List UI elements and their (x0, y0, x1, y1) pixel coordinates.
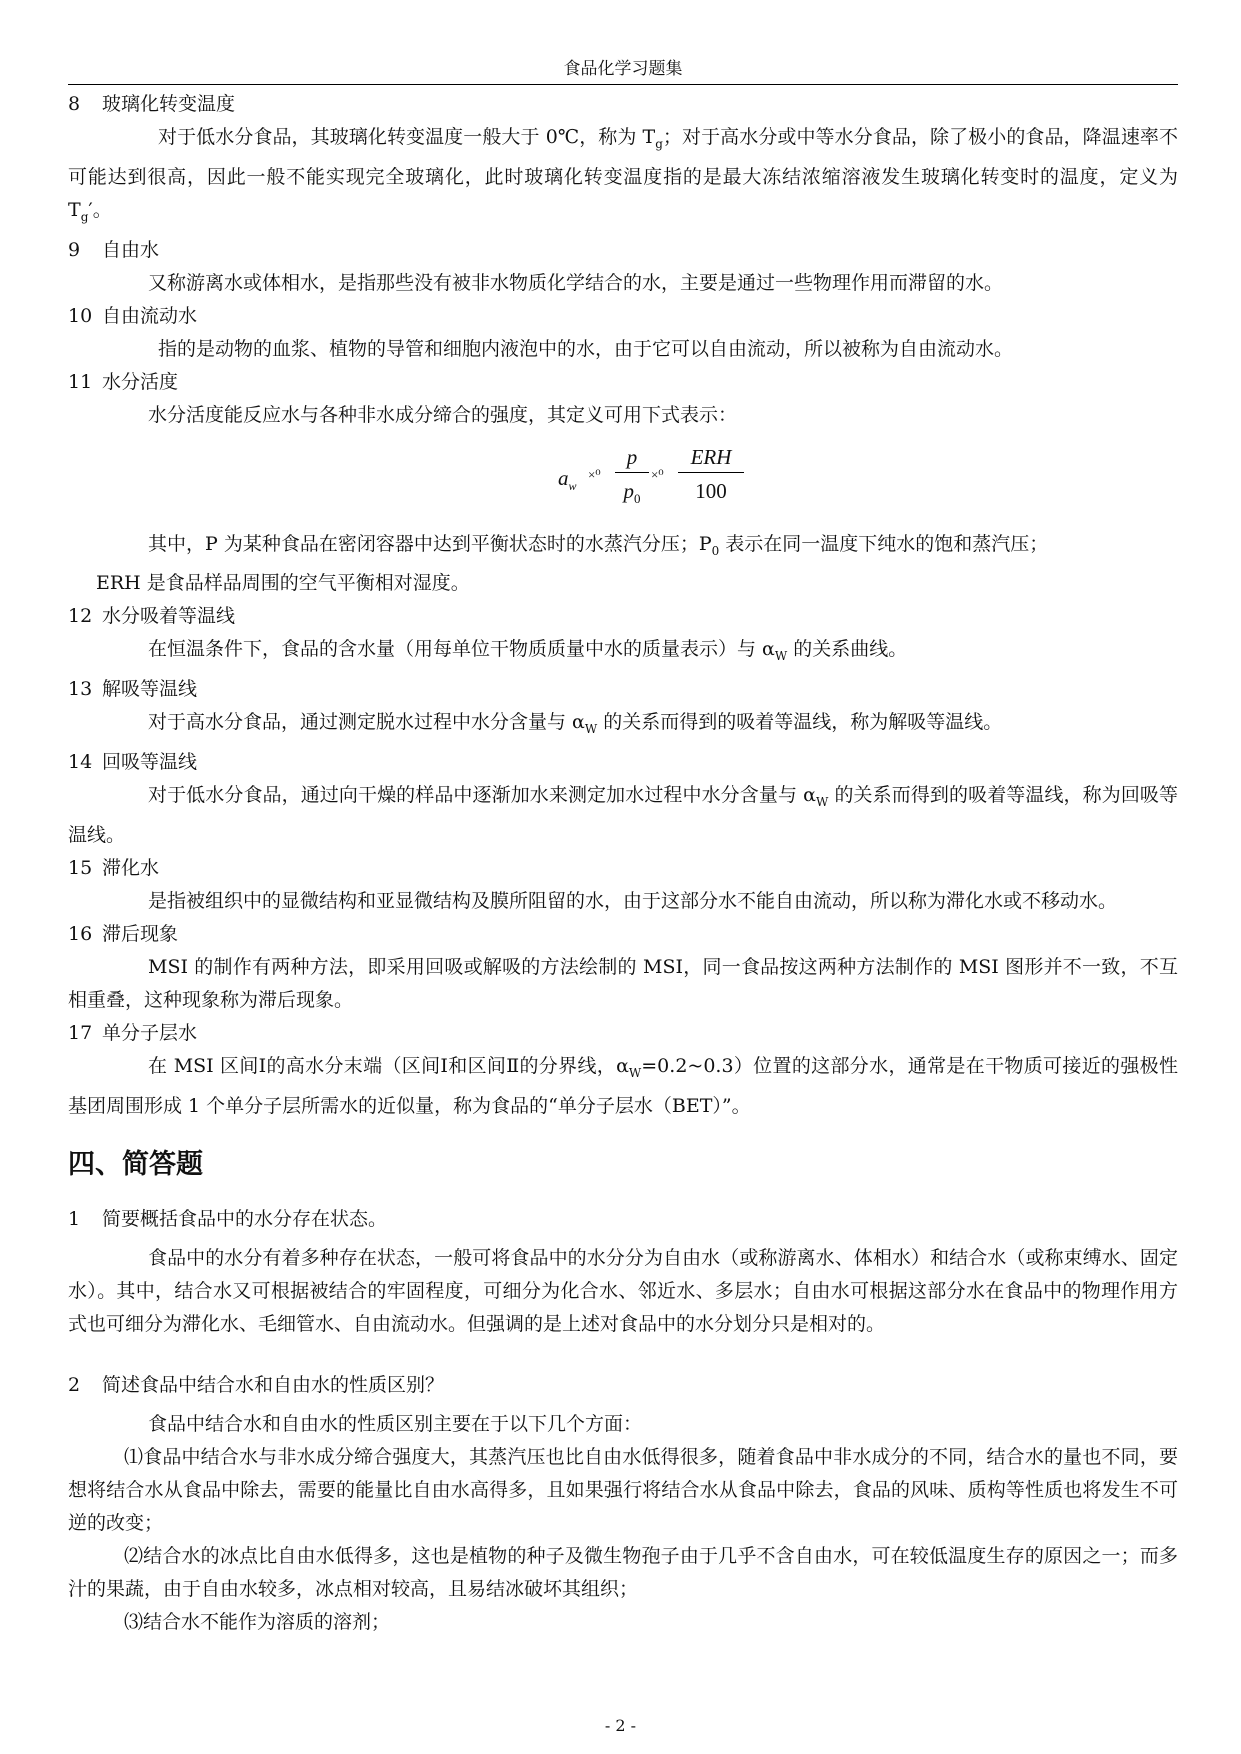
term-title: 解吸等温线 (102, 678, 198, 701)
term-title: 滞化水 (102, 856, 160, 879)
running-header: 食品化学习题集 (563, 59, 683, 79)
formula-fraction-erh (678, 442, 744, 509)
term-title: 水分吸着等温线 (102, 605, 236, 628)
definition-text: 对于低水分食品，其玻璃化转变温度一般大于 0℃，称为 T (158, 126, 656, 148)
formula-aw: $a_w$ (558, 465, 577, 493)
numerator: p (615, 442, 649, 473)
term-definition: 在 MSI 区间Ⅰ的高水分末端（区间Ⅰ和区间Ⅱ的分界线，$\alpha_W=0.2\sim 0.3$）位置的这部分水，通常是在干物质可接近的强极性基团周围形成 1 个单分子层所需水的近似量，称为食品的“单分子层水（BET）”。 (68, 1054, 1178, 1117)
question-number: 2 (68, 1373, 81, 1396)
term-number: 16 (68, 922, 93, 945)
answer-point: ⑴食品中结合水与非水成分缔合强度大，其蒸汽压也比自由水低得很多，随着食品中非水成分的不同，结合水的量也不同，要想将结合水从食品中除去，需要的能量比自由水高得多，且如果强行将结合水从食品中除去，食品的风味、质构等性质也将发生不可逆的改变； (68, 1445, 1178, 1534)
term-definition (68, 121, 1178, 234)
term-definition: 是指被组织中的显微结构和亚显微结构及膜所阻留的水，由于这部分水不能自由流动，所以称为滞化水或不移动水。 (148, 889, 1118, 912)
page-body (68, 88, 1178, 1639)
question-heading (68, 1203, 1178, 1236)
water-activity-formula (68, 432, 1178, 528)
numerator: ERH (678, 442, 744, 473)
term-number: 11 (68, 370, 93, 393)
term-number: 9 (68, 238, 81, 261)
header-rule (68, 84, 1178, 85)
term-definition: 在恒温条件下，食品的含水量（用每单位干物质质量中水的质量表示）与 $\alpha_W$ 的关系曲线。 (148, 638, 908, 664)
term-heading (68, 673, 1178, 706)
term-definition: 水分活度能反应水与各种非水成分缔合的强度，其定义可用下式表示： (148, 403, 738, 426)
answer-point: ⑶结合水不能作为溶质的溶剂； (124, 1610, 391, 1633)
term-heading (68, 366, 1178, 399)
section-title: 四、简答题 (68, 1148, 203, 1180)
term-heading (68, 1017, 1178, 1050)
formula-explanation: 其中，P 为某种食品在密闭容器中达到平衡状态时的水蒸汽分压；$P_0$ 表示在同一温度下纯水的饱和蒸汽压； (148, 532, 1049, 558)
term-heading (68, 746, 1178, 779)
question-answer: 食品中的水分有着多种存在状态，一般可将食品中的水分分为自由水（或称游离水、体相水）和结合水（或称束缚水、固定水）。其中，结合水又可根据被结合的牢固程度，可细分为化合水、邻近水、多层水；自由水可根据这部分水在食品中的物理作用方式也可细分为滞化水、毛细管水、自由流动水。但强调的是上述对食品中的水分划分只是相对的。 (68, 1246, 1178, 1335)
formula-equals-glyph: ×⁰ (651, 466, 664, 482)
term-heading (68, 88, 1178, 121)
term-number: 17 (68, 1021, 93, 1044)
term-number: 13 (68, 678, 93, 701)
subscript: g (655, 136, 663, 151)
term-number: 14 (68, 750, 93, 773)
definition-text: ；对于高水分或中等水分食品，除了极小的食品，降温速率不可能达到很高，因此一般不能实现完全玻璃化，此时玻璃化转变温度指的是最大冻结浓缩溶液发生玻璃化转变时的温度，定义为 T (68, 126, 1178, 221)
formula-explanation-cont: ERH 是食品样品周围的空气平衡相对湿度。 (96, 572, 470, 595)
term-title: 单分子层水 (102, 1021, 198, 1044)
term-definition: 指的是动物的血浆、植物的导管和细胞内液泡中的水，由于它可以自由流动，所以被称为自由流动水。 (158, 337, 1014, 360)
term-title: 玻璃化转变温度 (102, 93, 236, 115)
term-title: 自由水 (102, 238, 160, 261)
term-heading (68, 234, 1178, 267)
term-number: 15 (68, 856, 93, 879)
term-definition: MSI 的制作有两种方法，即采用回吸或解吸的方法绘制的 MSI，同一食品按这两种方法制作的 MSI 图形并不一致，不互相重叠，这种现象称为滞后现象。 (68, 955, 1178, 1011)
formula-equals-glyph: ×⁰ (588, 466, 601, 482)
question-title: 简要概括食品中的水分存在状态。 (102, 1207, 388, 1230)
answer-point: ⑵结合水的冰点比自由水低得多，这也是植物的种子及微生物孢子由于几乎不含自由水，可在较低温度生存的原因之一；而多汁的果蔬，由于自由水较多，冰点相对较高，且易结冰破坏其组织； (68, 1544, 1178, 1600)
question-heading (68, 1369, 1178, 1402)
term-title: 回吸等温线 (102, 750, 198, 773)
term-title: 自由流动水 (102, 304, 198, 327)
denominator: 100 (695, 478, 727, 503)
definition-text: ′。 (88, 198, 112, 221)
term-heading (68, 852, 1178, 885)
term-definition: 又称游离水或体相水，是指那些没有被非水物质化学结合的水，主要是通过一些物理作用而滞留的水。 (148, 271, 1004, 294)
term-definition: 对于低水分食品，通过向干燥的样品中逐渐加水来测定加水过程中水分含量与 $\alpha_W$ 的关系而得到的吸着等温线，称为回吸等温线。 (68, 783, 1178, 846)
term-heading (68, 918, 1178, 951)
question-answer-intro: 食品中结合水和自由水的性质区别主要在于以下几个方面： (148, 1412, 643, 1435)
term-definition: 对于高水分食品，通过测定脱水过程中水分含量与 $\alpha_W$ 的关系而得到的吸着等温线，称为解吸等温线。 (148, 711, 1003, 736)
term-title: 水分活度 (102, 370, 179, 393)
term-number: 12 (68, 605, 93, 628)
term-number: 10 (68, 304, 93, 327)
question-title: 简述食品中结合水和自由水的性质区别？ (102, 1373, 445, 1396)
question-number: 1 (68, 1207, 81, 1230)
term-number: 8 (68, 93, 81, 115)
subscript: g (80, 209, 89, 224)
page-number: - 2 - (604, 1716, 637, 1735)
term-heading (68, 300, 1178, 333)
denominator: $p_0$ (623, 478, 641, 506)
formula-fraction-pressure (615, 442, 649, 517)
term-heading (68, 600, 1178, 633)
term-title: 滞后现象 (102, 922, 179, 945)
